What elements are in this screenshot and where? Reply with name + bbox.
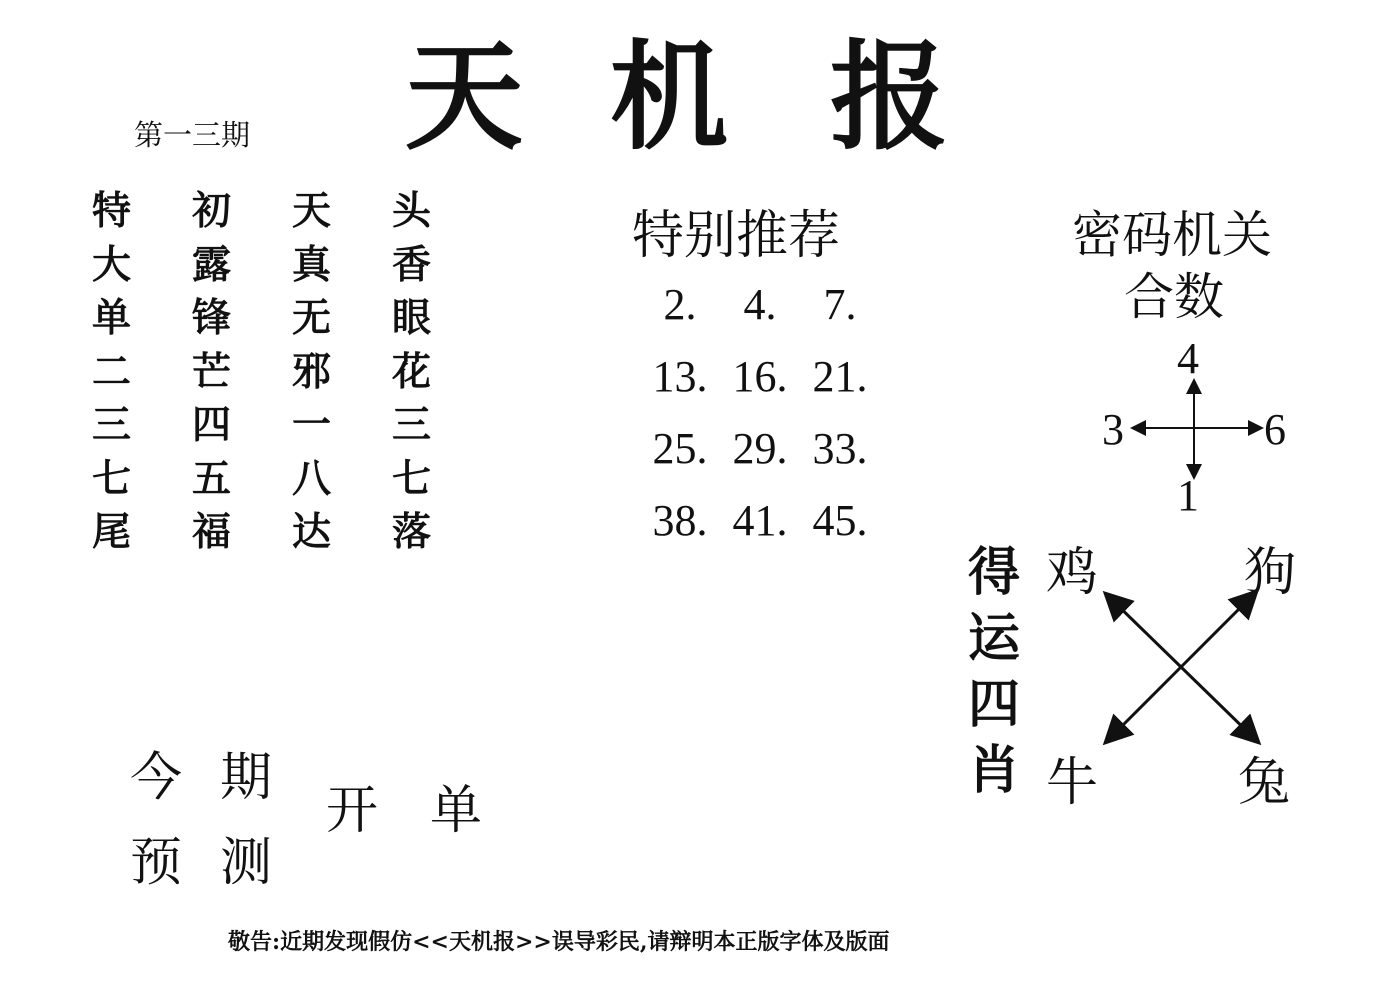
recommend-number: 29. [732,423,788,473]
poem-grid [92,185,492,560]
poem-char: 二 [92,349,132,395]
special-recommend-numbers [640,268,880,556]
poem-char: 单 [92,296,132,341]
issue-number: 第一三期 [134,118,251,152]
lucky-label-char: 四 [968,674,1021,735]
number-row [640,268,880,340]
poem-char: 七 [392,456,432,502]
zodiac-bottom-right: 兔 [1238,753,1291,813]
poem-char: 特 [92,189,132,234]
poem-row [92,506,492,560]
recommend-number: 2. [663,279,697,329]
zodiac-bottom-left: 牛 [1046,753,1099,813]
poem-row [92,346,492,400]
recommend-number: 16. [732,351,788,401]
poem-char: 四 [192,403,232,448]
lucky-label-char: 肖 [968,740,1021,801]
zodiac-x-diagram [1095,585,1270,750]
cross-right-number: 6 [1264,405,1286,454]
lucky-label-char: 得 [968,542,1021,603]
poem-char: 落 [392,510,432,555]
poem-char: 七 [92,456,132,502]
recommend-number: 38. [652,495,708,545]
poem-char: 天 [292,189,332,234]
zodiac-top-right: 狗 [1244,543,1297,603]
cross-left-number: 3 [1102,405,1124,454]
password-title: 密码机关 [1072,206,1272,264]
arrow-bottom-left [1107,667,1181,741]
recommend-number: 25. [652,423,708,473]
poem-char: 露 [192,242,232,288]
poem-char: 达 [292,510,332,555]
poem-char: 一 [292,403,332,448]
recommend-number: 21. [812,351,868,401]
recommend-number: 13. [652,351,708,401]
special-recommend-title: 特别推荐 [632,206,841,266]
poem-char: 真 [292,242,332,288]
poem-char: 无 [292,296,332,341]
password-subtitle: 合数 [1124,268,1224,326]
poem-char: 福 [192,510,232,555]
title-char-2: 机 [610,27,729,166]
prediction-result: 开单 [326,781,535,841]
poem-char: 锋 [192,296,232,341]
poem-char: 尾 [92,510,132,555]
lucky-label-char: 运 [968,608,1021,669]
arrow-top-left [1107,595,1181,667]
prediction-line-2: 预测 [130,833,311,893]
number-row [640,340,880,412]
title-char-1: 天 [405,27,524,166]
recommend-number: 4. [743,279,777,329]
poem-char: 芒 [192,349,232,395]
poem-char: 八 [292,456,332,502]
recommend-number: 33. [812,423,868,473]
poem-row [92,453,492,507]
title-char-3: 报 [830,27,949,166]
poem-char: 头 [392,189,432,234]
prediction-line-1: 今期 [130,748,311,808]
poem-row [92,399,492,453]
poem-char: 大 [92,242,132,288]
cross-bottom-number: 1 [1177,471,1199,520]
poem-char: 眼 [392,296,432,341]
number-row [640,484,880,556]
warning-notice: 敬告:近期发现假仿<<天机报>>误导彩民,请辩明本正版字体及版面 [228,929,890,955]
poem-char: 花 [392,349,432,395]
poem-row [92,239,492,293]
poem-row [92,292,492,346]
zodiac-top-left: 鸡 [1046,543,1099,603]
poem-row [92,185,492,239]
poem-char: 邪 [292,349,332,395]
poem-char: 三 [92,403,132,448]
poem-char: 五 [192,456,232,502]
arrow-bottom-right [1181,667,1257,741]
recommend-number: 41. [732,495,788,545]
poem-char: 初 [192,189,232,234]
poem-char: 香 [392,242,432,288]
poem-char: 三 [392,403,432,448]
recommend-number: 7. [823,279,857,329]
number-row [640,412,880,484]
lucky-zodiac-label [968,540,1026,804]
cross-top-number: 4 [1177,334,1199,383]
recommend-number: 45. [812,495,868,545]
